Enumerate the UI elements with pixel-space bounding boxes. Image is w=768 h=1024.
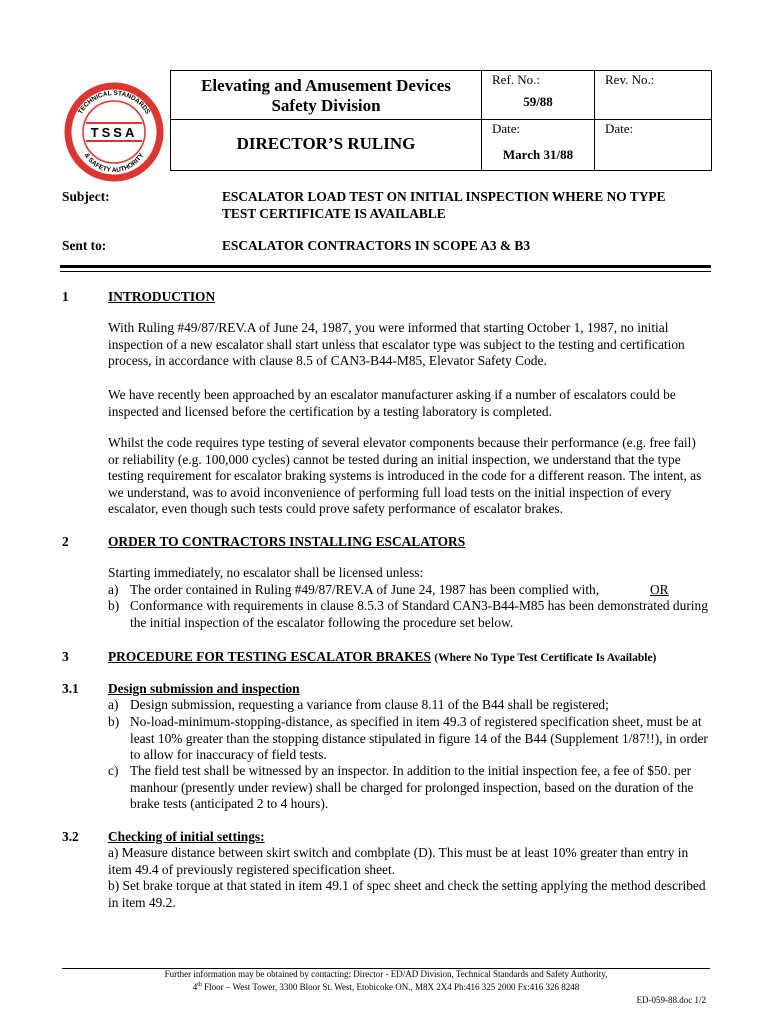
section-3-1-item-b-marker: b) bbox=[108, 714, 120, 729]
rev-no-label: Rev. No.: bbox=[605, 72, 655, 87]
footer-line-2 bbox=[62, 980, 710, 993]
section-3-1-item-c bbox=[108, 763, 708, 813]
logo-text: TSSA bbox=[90, 125, 138, 140]
section-1-number: 1 bbox=[62, 289, 69, 304]
svg-text:& SAFETY AUTHORITY: & SAFETY AUTHORITY bbox=[82, 152, 146, 175]
section-3-number: 3 bbox=[62, 649, 69, 664]
section-1-paragraph-2: We have recently been approached by an escalator manufacturer asking if a number of escalators could be inspected and licensed before the certification by a testing laboratory is completed. bbox=[108, 387, 676, 419]
section-2-number: 2 bbox=[62, 534, 69, 549]
section-3-1-title: Design submission and inspection bbox=[108, 681, 300, 696]
section-3-1-item-c-marker: c) bbox=[108, 763, 119, 778]
ruling-title bbox=[171, 120, 482, 171]
section-2-item-a-text: The order contained in Ruling #49/87/REV.A of June 24, 1987 has been complied with, bbox=[130, 582, 600, 597]
footer-line-1: Further information may be obtained by contacting: Director - ED/AD Division, Technical Standards and Safety Authority, bbox=[164, 969, 608, 979]
section-3-2-item-b: b) Set brake torque at that stated in item 49.1 of spec sheet and check the setting applying the method described in item 49.2. bbox=[108, 878, 706, 910]
section-3-1-item-a-text: Design submission, requesting a variance from clause 8.11 of the B44 shall be registered; bbox=[130, 697, 609, 712]
section-1-paragraph-3: Whilst the code requires type testing of several elevator components because their performance (e.g. free fail) or reliability (e.g. 100,000 cycles) cannot be tested during an initial inspection, we understand that the type testing requirement for escalator braking systems is introduced in the code for a different reason. The intent, as we understand, was to avoid inconvenience of performing full load tests on the initial inspection of every escalator, even though such tests could prove safety performance of escalator brakes. bbox=[108, 435, 702, 517]
section-2-item-b bbox=[108, 598, 708, 631]
svg-text:TECHNICAL STANDARDS: TECHNICAL STANDARDS bbox=[77, 89, 151, 116]
section-3-1-item-b-text: No-load-minimum-stopping-distance, as specified in item 49.3 of registered specification sheet, must be at least 10% greater than the stopping distance stipulated in figure 14 of the B44 (Supplement 1/87!!), in order to allow for inaccuracy of field tests. bbox=[130, 714, 708, 763]
rev-date-cell bbox=[595, 120, 712, 171]
section-3-1-item-c-text: The field test shall be witnessed by an inspector. In addition to the initial inspection fee, a fee of $50. per manhour (presently under review) shall be charged for prolonged inspection, based on the duration of the brake tests (anticipated 2 to 4 hours). bbox=[130, 763, 694, 812]
divider-thin bbox=[60, 271, 711, 272]
ruling-title-text: DIRECTOR’S RULING bbox=[236, 134, 416, 153]
division-title-line2: Safety Division bbox=[271, 96, 381, 115]
section-3-2-item-a: a) Measure distance between skirt switch and combplate (D). This must be at least 10% greater than entry in item 49.4 of previously registered specification sheet. bbox=[108, 845, 689, 877]
divider-thick bbox=[60, 265, 711, 268]
footer-address: Floor – West Tower, 3300 Bloor St. West, Etobicoke ON., M8X 2X4 Ph:416 325 2000 Fx:416 326 8248 bbox=[201, 982, 580, 992]
section-1-title: INTRODUCTION bbox=[108, 289, 216, 304]
ref-no-value: 59/88 bbox=[523, 94, 553, 109]
section-3-1-item-b bbox=[108, 714, 708, 764]
section-3-2-title: Checking of initial settings: bbox=[108, 829, 265, 844]
section-2-item-a-marker: a) bbox=[108, 582, 119, 597]
division-title-line1: Elevating and Amusement Devices bbox=[201, 76, 451, 95]
header-table bbox=[170, 70, 712, 171]
subject-label: Subject: bbox=[62, 189, 110, 204]
document-reference: ED-059-88.doc 1/2 bbox=[636, 995, 706, 1005]
section-2-item-a bbox=[108, 582, 708, 599]
date-cell bbox=[482, 120, 595, 171]
section-2-intro: Starting immediately, no escalator shall be licensed unless: bbox=[108, 565, 424, 580]
section-1-paragraph-1: With Ruling #49/87/REV.A of June 24, 1987, you were informed that starting October 1, 1987, no initial inspection of a new escalator shall start unless that escalator type was subject to the testing and certification process, in accordance with clause 8.5 of CAN3-B44-M85, Elevator Safety Code. bbox=[108, 320, 685, 369]
division-title bbox=[171, 71, 482, 120]
ref-no-cell bbox=[482, 71, 595, 120]
sent-to-label: Sent to: bbox=[62, 238, 107, 253]
footer-floor-number: 4 bbox=[192, 982, 198, 992]
section-3-heading bbox=[108, 649, 656, 667]
subject-line2: TEST CERTIFICATE IS AVAILABLE bbox=[222, 206, 446, 221]
footer-contact bbox=[62, 969, 710, 993]
tssa-logo bbox=[60, 78, 168, 186]
section-2-title: ORDER TO CONTRACTORS INSTALLING ESCALATORS bbox=[108, 534, 466, 549]
ref-no-label: Ref. No.: bbox=[492, 72, 541, 87]
section-3-1-item-a bbox=[108, 697, 708, 714]
section-3-1-item-a-marker: a) bbox=[108, 697, 119, 712]
section-2-item-b-text: Conformance with requirements in clause 8.5.3 of Standard CAN3-B44-M85 has been demonstrated during the initial inspection of the escalator following the procedure set below. bbox=[130, 598, 708, 630]
sent-to-value: ESCALATOR CONTRACTORS IN SCOPE A3 & B3 bbox=[222, 238, 531, 253]
rev-date-label: Date: bbox=[605, 121, 634, 136]
section-3-title-suffix: (Where No Type Test Certificate Is Available) bbox=[434, 652, 657, 664]
section-2-item-b-marker: b) bbox=[108, 598, 120, 613]
date-value: March 31/88 bbox=[502, 147, 574, 162]
section-3-title: PROCEDURE FOR TESTING ESCALATOR BRAKES bbox=[108, 649, 431, 664]
section-2-or: OR bbox=[650, 582, 669, 597]
subject-line1: ESCALATOR LOAD TEST ON INITIAL INSPECTION WHERE NO TYPE bbox=[222, 189, 666, 204]
section-3-1-number: 3.1 bbox=[62, 681, 79, 696]
section-3-2-number: 3.2 bbox=[62, 829, 79, 844]
footer-floor-suffix: th bbox=[197, 982, 202, 988]
date-label: Date: bbox=[492, 121, 521, 136]
rev-no-cell bbox=[595, 71, 712, 120]
